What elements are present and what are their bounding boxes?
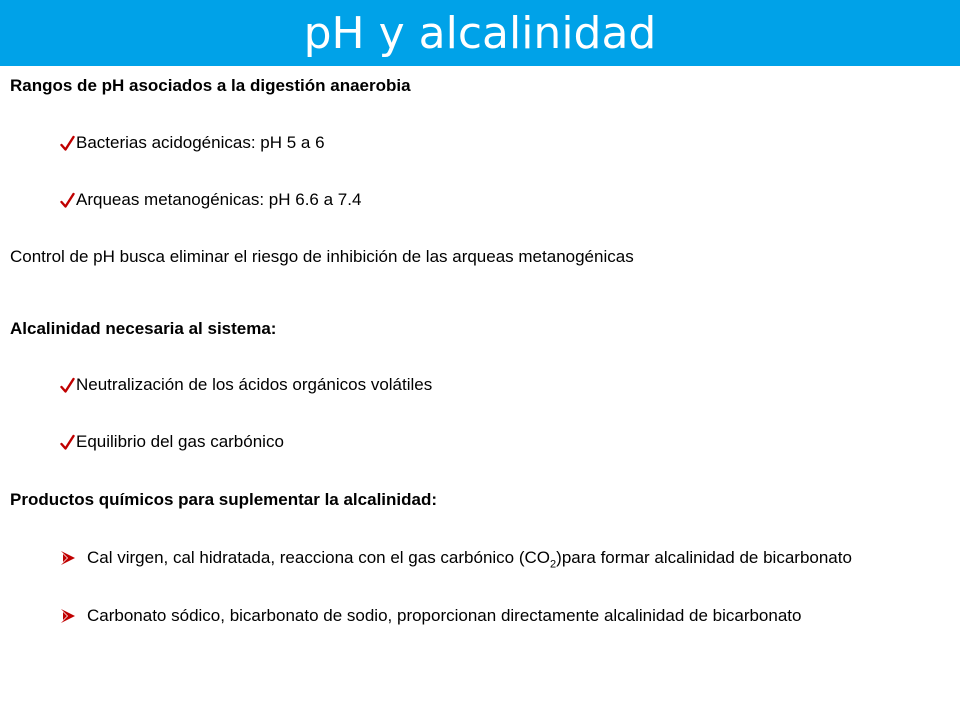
- productos-item-carbonato: [60, 604, 940, 628]
- check-icon: [60, 374, 75, 396]
- ph-item-methanogenic: [60, 189, 361, 211]
- ph-item-acidogenic: [60, 132, 325, 154]
- alcalinidad-item-equilibrium: [60, 431, 284, 453]
- ph-item-text: Bacterias acidogénicas: pH 5 a 6: [76, 133, 325, 152]
- section-alcalinidad-heading: Alcalinidad necesaria al sistema:: [10, 319, 277, 338]
- slide-title: pH y alcalinidad: [303, 8, 657, 59]
- ph-control-note: Control de pH busca eliminar el riesgo de inhibición de las arqueas metanogénicas: [10, 247, 634, 266]
- section-productos-heading: Productos químicos para suplementar la alcalinidad:: [10, 490, 438, 509]
- productos-item-text: Carbonato sódico, bicarbonato de sodio, proporcionan directamente alcalinidad de bicarbonato: [87, 606, 802, 625]
- co2-subscript: 2: [550, 558, 557, 571]
- arrow-bullet-icon: [60, 550, 76, 566]
- section-ph-heading: Rangos de pH asociados a la digestión anaerobia: [10, 76, 411, 95]
- alcalinidad-item-neutralization: [60, 374, 432, 396]
- title-bar: [0, 0, 960, 66]
- check-icon: [60, 132, 75, 154]
- arrow-bullet-icon: [60, 608, 76, 624]
- check-icon: [60, 189, 75, 211]
- productos-item-text: Cal virgen, cal hidratada, reacciona con el gas carbónico $(CO_2)para$ formar alcalinidad de bicarbonato: [87, 548, 852, 571]
- alcalinidad-item-text: Equilibrio del gas carbónico: [76, 432, 284, 451]
- alcalinidad-item-text: Neutralización de los ácidos orgánicos volátiles: [76, 375, 433, 394]
- productos-item-cal: [60, 546, 940, 570]
- check-icon: [60, 431, 75, 453]
- ph-item-text: Arqueas metanogénicas: pH 6.6 a 7.4: [76, 190, 362, 209]
